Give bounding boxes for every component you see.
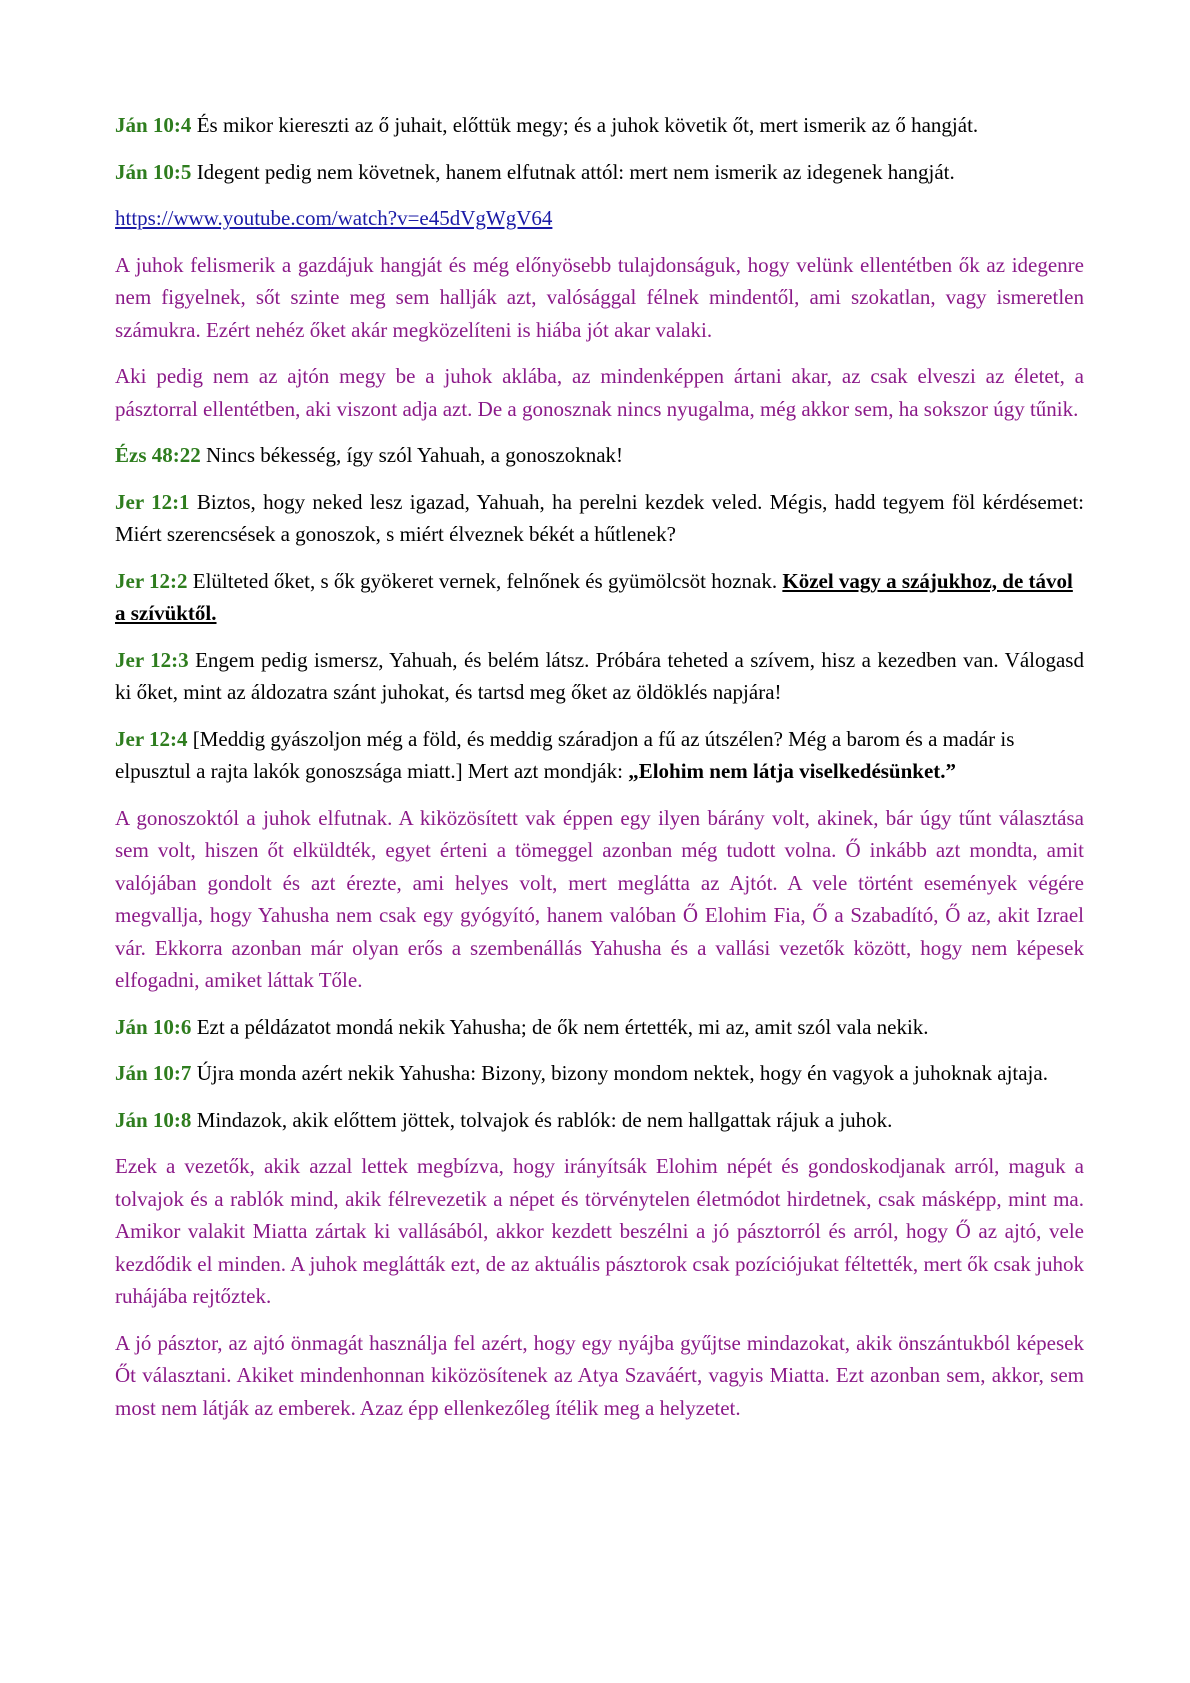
commentary-paragraph: Ezek a vezetők, akik azzal lettek megbízva, hogy irányítsák Elohim népét és gondoskodjanak arról, maguk a tolvajok és a rablók mind, akik félrevezetik a népet és törvénytelen életmódot hirdetnek, csak másképp, mint ma. Amikor valakit Miatta zártak ki vallásából, akkor kezdett beszélni a jó pásztorról és arról, hogy Ő az ajtó, vele kezdődik el minden. A juhok meglátták ezt, de az aktuális pásztorok csak pozíciójukat féltették, mert ők csak juhok ruhájába rejtőztek. — [115, 1154, 1084, 1308]
verse-reference: Jer 12:3 — [115, 647, 189, 672]
commentary-paragraph: A jó pásztor, az ajtó önmagát használja fel azért, hogy egy nyájba gyűjtse mindazokat, akik önszántukból képesek Őt választani. Akiket mindenhonnan kiközösítenek az Atya Szaváért, vagyis Miatta. Ezt azonban sem, akkor, sem most nem látják az emberek. Azaz épp ellenkezőleg ítélik meg a helyzetet. — [115, 1330, 1084, 1420]
verse-emphasis: Közel vagy a szájukhoz, de távol a szívüktől. — [115, 568, 1073, 625]
verse-jan-10-7 — [115, 1057, 1084, 1090]
verse-reference: Ján 10:7 — [115, 1061, 192, 1085]
commentary-paragraph: A juhok felismerik a gazdájuk hangját és még előnyösebb tulajdonságuk, hogy velünk ellentétben ők az idegenre nem figyelnek, sőt szinte meg sem hallják azt, valósággal félnek mindentől, ami szokatlan, vagy ismeretlen számukra. Ezért nehéz őket akár megközelíteni is hiába jót akar valaki. — [115, 252, 1084, 342]
commentary-paragraph: A gonoszoktól a juhok elfutnak. A kiközösített vak éppen egy ilyen bárány volt, akinek, bár úgy tűnt választása sem volt, hiszen őt elküldték, egyet érteni a tömeggel azonban még tudott volna. Ő inkább azt mondta, amit valójában gondolt és azt érezte, ami helyes volt, mert meglátta az Ajtót. A vele történt események végére megvallja, hogy Yahusha nem csak egy gyógyító, hanem valóban Ő Elohim Fia, Ő a Szabadító, Ő az, akit Izrael vár. Ekkorra azonban már olyan erős a szembenállás Yahusha és a vallási vezetők között, hogy nem képesek elfogadni, amiket láttak Tőle. — [115, 805, 1084, 992]
verse-text: Engem pedig ismersz, Yahuah, és belém látsz. Próbára teheted a szívem, hisz a kezedben van. Válogasd ki őket, mint az áldozatra szánt juhokat, és tartsd meg őket az öldöklés napjára! — [115, 647, 1084, 704]
verse-reference: Ján 10:5 — [115, 159, 192, 184]
verse-jan-10-4 — [115, 109, 1084, 142]
verse-reference: Ézs 48:22 — [115, 443, 201, 467]
verse-emphasis: „Elohim nem látja viselkedésünket.” — [628, 759, 957, 783]
verse-reference: Jer 12:1 — [115, 489, 190, 514]
commentary-paragraph: Aki pedig nem az ajtón megy be a juhok aklába, az mindenképpen ártani akar, az csak elveszi az életet, a pásztorral ellentétben, aki viszont adja azt. De a gonosznak nincs nyugalma, még akkor sem, ha sokszor úgy tűnik. — [115, 364, 1084, 421]
verse-text: Idegent pedig nem követnek, hanem elfutnak attól: mert nem ismerik az idegenek hangját. — [191, 159, 955, 184]
verse-reference: Jer 12:2 — [115, 568, 188, 593]
verse-text: [Meddig gyászoljon még a föld, és meddig száradjon a fű az útszélen? Még a barom és a madár is elpusztul a rajta lakók gonoszsága miatt.] Mert azt mondják: — [115, 726, 1015, 783]
verse-ezs-48-22 — [115, 439, 1084, 472]
verse-jan-10-5 — [115, 156, 1084, 189]
verse-text: Ezt a példázatot mondá nekik Yahusha; de ők nem értették, mi az, amit szól vala nekik. — [191, 1014, 929, 1039]
verse-text: Mindazok, akik előttem jöttek, tolvajok és rablók: de nem hallgattak rájuk a juhok. — [191, 1107, 893, 1132]
verse-jan-10-8 — [115, 1104, 1084, 1137]
verse-jer-12-1 — [115, 486, 1084, 551]
verse-reference: Ján 10:6 — [115, 1014, 192, 1039]
youtube-link-paragraph — [115, 202, 1084, 235]
verse-jan-10-6 — [115, 1011, 1084, 1044]
verse-jer-12-3 — [115, 644, 1084, 709]
verse-text: Biztos, hogy neked lesz igazad, Yahuah, ha perelni kezdek veled. Mégis, hadd tegyem föl kérdésemet: Miért szerencsések a gonoszok, s miért élveznek békét a hűtlenek? — [115, 489, 1084, 546]
verse-text: Újra monda azért nekik Yahusha: Bizony, bizony mondom nektek, hogy én vagyok a juhoknak ajtaja. — [191, 1061, 1048, 1085]
verse-reference: Ján 10:4 — [115, 113, 192, 137]
verse-text: Elülteted őket, s ők gyökeret vernek, felnőnek és gyümölcsöt hoznak. — [187, 568, 783, 593]
verse-jer-12-4 — [115, 723, 1084, 788]
youtube-link[interactable]: https://www.youtube.com/watch?v=e45dVgWgV64 — [115, 206, 553, 230]
verse-reference: Ján 10:8 — [115, 1107, 192, 1132]
verse-reference: Jer 12:4 — [115, 726, 188, 751]
verse-text: És mikor kiereszti az ő juhait, előttük megy; és a juhok követik őt, mert ismerik az ő hangját. — [191, 113, 979, 137]
verse-text: Nincs békesség, így szól Yahuah, a gonoszoknak! — [200, 443, 624, 467]
verse-jer-12-2 — [115, 565, 1084, 630]
